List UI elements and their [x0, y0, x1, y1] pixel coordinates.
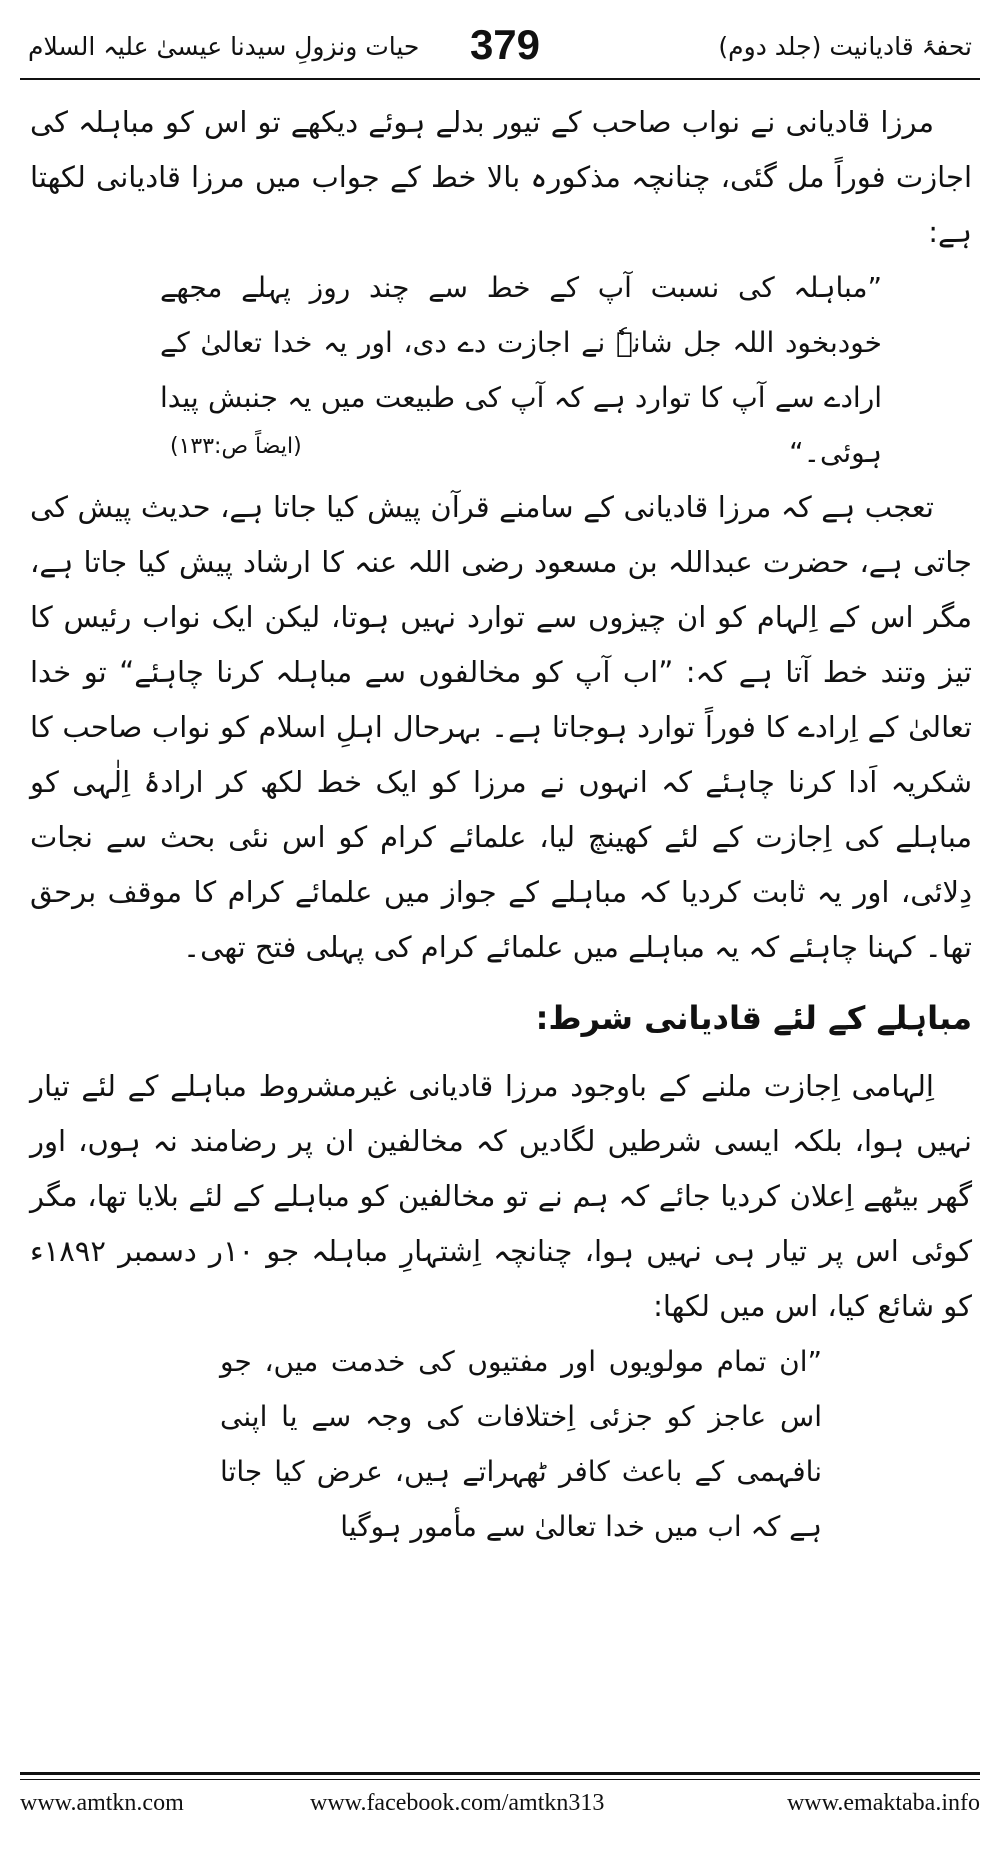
book-title: تحفۂ قادیانیت (جلد دوم): [718, 32, 972, 61]
chapter-title: حیات ونزولِ سیدنا عیسیٰ علیہ السلام: [28, 32, 420, 61]
page-number: 379: [469, 21, 541, 68]
paragraph-1: مرزا قادیانی نے نواب صاحب کے تیور بدلے ہوئے دیکھے تو اس کو مباہلہ کی اجازت فوراً مل گئی، چنانچہ مذکورہ بالا خط کے جواب میں مرزا قادیانی لکھتا ہے:: [30, 105, 972, 249]
page-footer: [20, 1790, 980, 1830]
footer-link-amtkn[interactable]: www.amtkn.com: [20, 1790, 184, 1816]
paragraph-2: تعجب ہے کہ مرزا قادیانی کے سامنے قرآن پیش کیا جاتا ہے، حدیث پیش کی جاتی ہے، حضرت عبداللہ بن مسعود رضی اللہ عنہ کا ارشاد پیش کیا جاتا ہے، مگر اس کے اِلہام کو ان چیزوں سے توارد نہیں ہوتا، لیکن ایک نواب رئیس کا تیز وتند خط آتا ہے کہ: ”اب آپ کو مخالفوں سے مباہلہ کرنا چاہئے“ تو خدا تعالیٰ کے اِرادے کا فوراً توارد ہوجاتا ہے۔ بہرحال اہلِ اسلام کو نواب صاحب کا شکریہ اَدا کرنا چاہئے کہ انہوں نے مرزا کو ایک خط لکھ کر ارادۂ اِلٰہی کو مباہلے کی اِجازت کے لئے کھینچ لیا، علمائے کرام کو اس نئی بحث سے نجات دِلائی، اور یہ ثابت کردیا کہ مباہلے کے جواز میں علمائے کرام کا موقف برحق تھا۔ کہنا چاہئے کہ یہ مباہلے میں علمائے کرام کی پہلی فتح تھی۔: [30, 490, 972, 964]
header-rule: [20, 78, 980, 80]
section-heading: مباہلے کے لئے قادیانی شرط:: [535, 999, 972, 1037]
footer-link-emaktaba[interactable]: www.emaktaba.info: [786, 1790, 980, 1816]
footer-link-facebook[interactable]: www.facebook.com/amtkn313: [310, 1790, 605, 1816]
quotation-1-reference: (ایضاً ص:۱۳۳): [170, 434, 302, 459]
paragraph-3: اِلہامی اِجازت ملنے کے باوجود مرزا قادیانی غیرمشروط مباہلے کے لئے تیار نہیں ہوا، بلکہ ایسی شرطیں لگادیں کہ مخالفین ان پر رضامند نہ ہوں، اور گھر بیٹھے اِعلان کردیا جائے کہ ہم نے تو مخالفین کو مباہلے کے لئے بلایا تھا، مگر کوئی اس پر تیار ہی نہیں ہوا، چنانچہ اِشتہارِ مباہلہ جو ۱۰ر دسمبر ۱۸۹۲ء کو شائع کیا، اس میں لکھا:: [30, 1069, 973, 1323]
page-body: [30, 95, 972, 1554]
footer-rule-thin: [20, 1779, 980, 1780]
footer-rule-thick: [20, 1772, 980, 1775]
page-header: [0, 20, 1000, 80]
quotation-2: ”ان تمام مولویوں اور مفتیوں کی خدمت میں، جو اس عاجز کو جزئی اِختلافات کی وجہ سے یا اپنی نافہمی کے باعث کافر ٹھہراتے ہیں، عرض کیا جاتا ہے کہ اب میں خدا تعالیٰ سے مأمور ہوگیا: [220, 1345, 822, 1543]
quotation-1: ”مباہلہ کی نسبت آپ کے خط سے چند روز پہلے مجھے خودبخود اللہ جل شانہٗ نے اجازت دے دی، اور یہ خدا تعالیٰ کے ارادے سے آپ کا توارد ہے کہ آپ کی طبیعت میں یہ جنبش پیدا ہوئی۔“: [160, 271, 882, 469]
